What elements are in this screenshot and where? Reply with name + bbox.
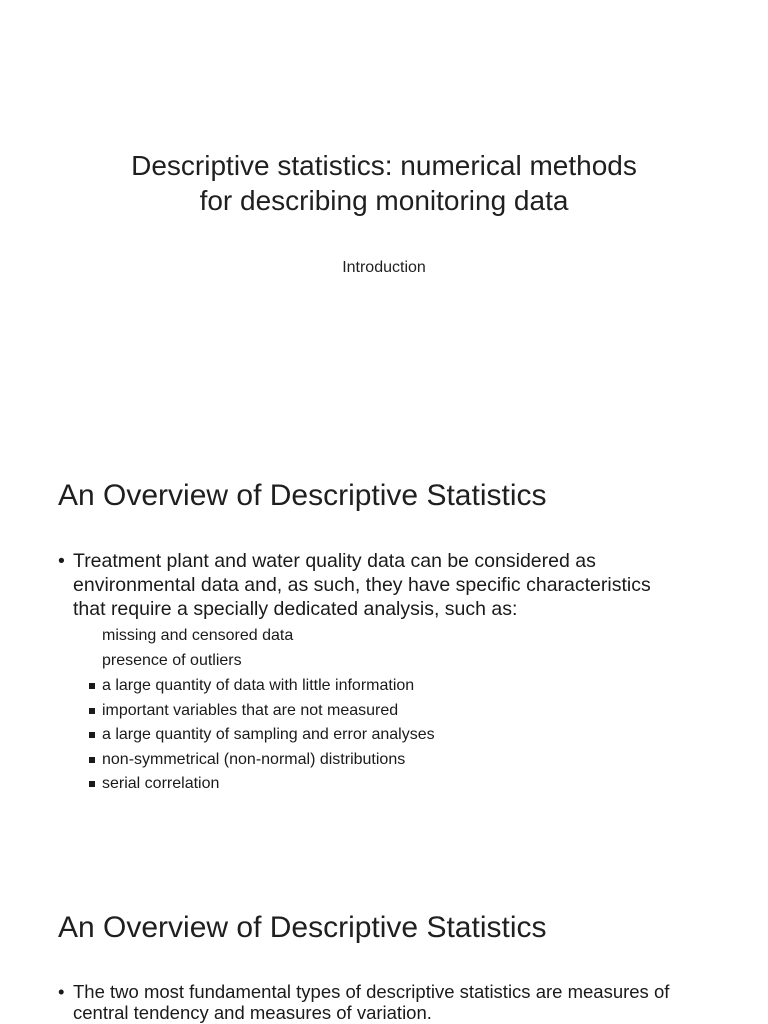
presentation-subtitle: Introduction (342, 259, 426, 276)
title-slide (0, 0, 768, 432)
title-line-2: for describing monitoring data (199, 185, 569, 216)
square-bullet-icon (89, 781, 95, 787)
square-bullet-icon (89, 757, 95, 763)
bullet-line: that require a specially dedicated analysis, such as: (73, 598, 518, 620)
sub-list-item: serial correlation (102, 774, 219, 794)
overview-slide-2 (0, 864, 768, 1024)
sub-list-item: presence of outliers (102, 652, 242, 669)
bullet-paragraph (58, 549, 708, 621)
slide-heading: An Overview of Descriptive Statistics (58, 479, 547, 512)
sub-list-item: a large quantity of data with little information (102, 676, 414, 696)
bullet-item (58, 981, 748, 1023)
square-bullet-icon (89, 708, 95, 714)
bullet-paragraph (58, 981, 748, 1023)
bullet-line: Treatment plant and water quality data can be considered as (73, 550, 596, 572)
sub-list-item: non-symmetrical (non-normal) distributions (102, 750, 405, 770)
overview-slide-1 (0, 432, 768, 864)
sub-list-item: important variables that are not measured (102, 701, 398, 721)
bullet-marker: • (58, 981, 65, 1002)
bullet-line: environmental data and, as such, they have specific characteristics (73, 574, 651, 596)
sub-list-item: missing and censored data (102, 627, 294, 644)
bullet-line: The two most fundamental types of descriptive statistics are measures of (73, 981, 670, 1002)
title-line-1: Descriptive statistics: numerical methods (131, 150, 637, 181)
square-bullet-icon (89, 732, 95, 738)
slide-heading: An Overview of Descriptive Statistics (58, 911, 547, 944)
bullet-marker: • (58, 550, 65, 572)
sub-list-item: a large quantity of sampling and error analyses (102, 725, 435, 745)
square-bullet-icon (89, 683, 95, 689)
presentation-title (0, 148, 768, 218)
bullet-line: central tendency and measures of variation. (73, 1002, 432, 1023)
bullet-item (58, 549, 708, 621)
